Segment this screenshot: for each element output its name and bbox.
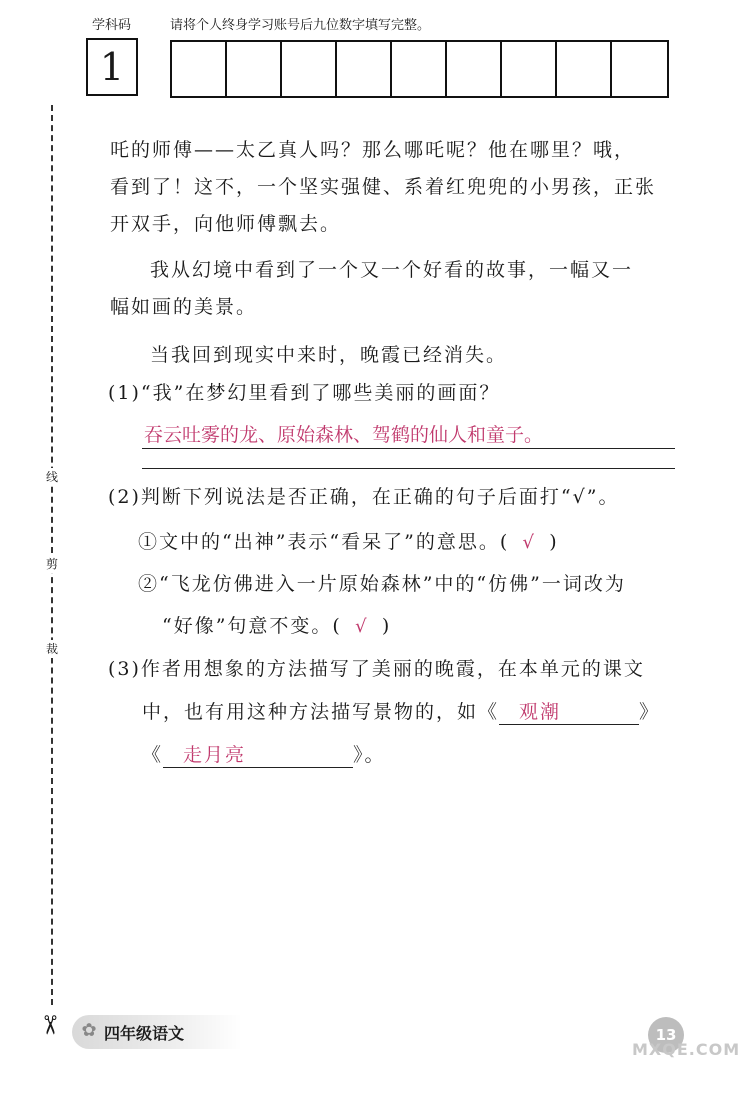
question-3-line1: (3)作者用想象的方法描写了美丽的晚霞，在本单元的课文	[108, 658, 645, 680]
account-digit-box[interactable]	[282, 42, 337, 96]
passage-line: 看到了！这不，一个坚实强健、系着红兜兜的小男孩，正张	[110, 176, 657, 198]
passage-line: 开双手，向他师傅飘去。	[110, 213, 342, 235]
subject-code-digit: 1	[86, 38, 138, 96]
passage-line: 当我回到现实中来时，晚霞已经消失。	[150, 344, 508, 366]
q2-item-2-line1: ②“飞龙仿佛进入一片原始森林”中的“仿佛”一词改为	[138, 573, 626, 595]
header-instruction: 请将个人终身学习账号后九位数字填写完整。	[170, 18, 431, 33]
q3-line2-prefix: 中，也有用这种方法描写景物的，如《	[142, 701, 500, 723]
subject-code-label: 学科码	[92, 18, 132, 33]
scissors-icon: ✂	[33, 1014, 64, 1036]
passage-line: 吒的师傅——太乙真人吗？那么哪吒呢？他在哪里？哦，	[110, 139, 636, 161]
answer-line-2[interactable]	[142, 440, 675, 469]
q2-item-1-text: ①文中的“出神”表示“看呆了”的意思。(	[138, 531, 510, 553]
question-1: (1)“我”在梦幻里看到了哪些美丽的画面？	[108, 382, 501, 404]
cut-line-char-jian: 剪	[43, 555, 61, 573]
checkmark-icon: √	[355, 616, 369, 637]
account-digit-box[interactable]	[447, 42, 502, 96]
cut-line-char-cai: 裁	[43, 640, 61, 658]
account-digit-box[interactable]	[612, 42, 667, 96]
checkmark-icon: √	[522, 532, 537, 553]
q2-item-2-close: )	[381, 615, 392, 637]
account-digit-box[interactable]	[227, 42, 282, 96]
star-icon: ✿	[81, 1020, 97, 1041]
answer-blank-1-text: 观潮	[519, 701, 562, 723]
account-digit-box[interactable]	[172, 42, 227, 96]
question-3-line3	[142, 740, 702, 768]
account-digit-boxes	[170, 40, 669, 98]
account-digit-box[interactable]	[557, 42, 612, 96]
question-3-line2	[142, 697, 702, 725]
account-digit-box[interactable]	[392, 42, 447, 96]
q3-line2-suffix: 》	[639, 701, 661, 723]
q3-line3-prefix: 《	[142, 744, 164, 766]
passage-line: 我从幻境中看到了一个又一个好看的故事，一幅又一	[150, 259, 634, 281]
answer-blank-2[interactable]	[163, 740, 353, 768]
q2-item-2-text: “好像”句意不变。(	[162, 615, 342, 637]
account-digit-box[interactable]	[337, 42, 392, 96]
q2-item-1-close: )	[549, 531, 559, 553]
watermark: MXQE.COM	[632, 1040, 741, 1059]
answer-blank-2-text: 走月亮	[183, 744, 247, 766]
answer-1-text: 吞云吐雾的龙、原始森林、驾鹤的仙人和童子。	[144, 424, 544, 446]
q2-item-1	[138, 527, 698, 554]
q2-item-2-line2	[162, 611, 692, 638]
page-number: 13	[648, 1017, 684, 1053]
cut-line-char-xian: 线	[43, 468, 61, 486]
q3-line3-suffix: 》。	[353, 744, 386, 766]
answer-blank-1[interactable]	[499, 697, 639, 725]
question-2: (2)判断下列说法是否正确，在正确的句子后面打“√”。	[108, 486, 620, 508]
footer-title: 四年级语文	[104, 1024, 185, 1043]
passage-line: 幅如画的美景。	[110, 296, 258, 318]
account-digit-box[interactable]	[502, 42, 557, 96]
